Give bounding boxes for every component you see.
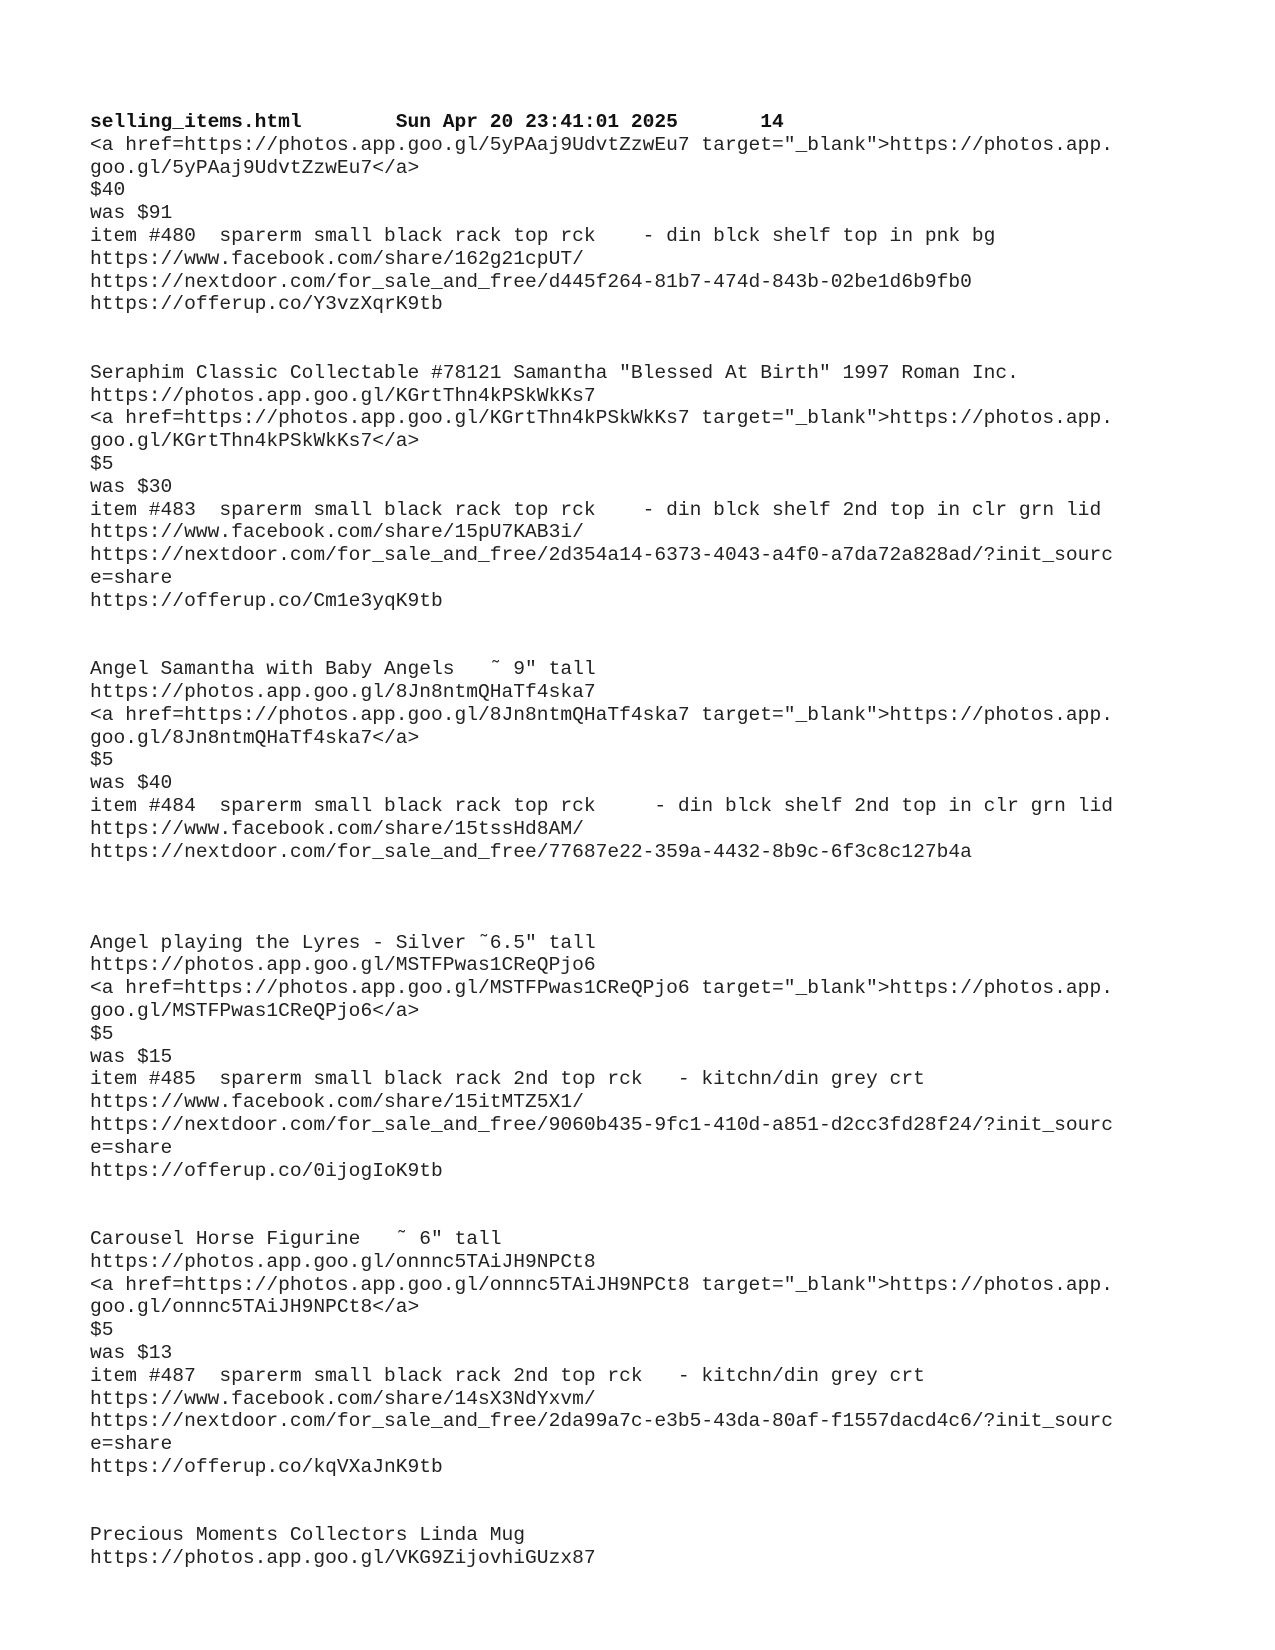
text-line [90, 1479, 1210, 1502]
text-line: goo.gl/onnnc5TAiJH9NPCt8</a> [90, 1296, 420, 1319]
text-line: was $40 [90, 772, 173, 795]
document-body [90, 134, 1210, 1570]
text-line: https://photos.app.goo.gl/MSTFPwas1CReQPjo6 [90, 954, 596, 977]
text-line: <a href=https://photos.app.goo.gl/5yPAaj9UdvtZzwEu7 target="_blank">https://photos.app. [90, 133, 1113, 156]
text-line [90, 886, 1210, 909]
text-line: goo.gl/8Jn8ntmQHaTf4ska7</a> [90, 726, 420, 749]
text-line [90, 316, 1210, 339]
text-line: https://nextdoor.com/for_sale_and_free/9060b435-9fc1-410d-a851-d2cc3fd28f24/?init_sourc [90, 1114, 1113, 1137]
text-line: item #484 sparerm small black rack top rck - din blck shelf 2nd top in clr grn lid [90, 794, 1113, 817]
page-header [90, 111, 1210, 134]
header-page-number: 14 [760, 111, 784, 133]
text-line: Precious Moments Collectors Linda Mug [90, 1524, 526, 1547]
text-line: Angel Samantha with Baby Angels ˜ 9" tall [90, 658, 596, 681]
text-line: goo.gl/5yPAaj9UdvtZzwEu7</a> [90, 156, 420, 179]
text-line: <a href=https://photos.app.goo.gl/8Jn8ntmQHaTf4ska7 target="_blank">https://photos.app. [90, 703, 1113, 726]
text-line: https://www.facebook.com/share/14sX3NdYxvm/ [90, 1387, 596, 1410]
text-line: e=share [90, 566, 173, 589]
text-line [90, 909, 1210, 932]
text-line: Angel playing the Lyres - Silver ˜6.5" tall [90, 931, 596, 954]
text-line: Seraphim Classic Collectable #78121 Samantha "Blessed At Birth" 1997 Roman Inc. [90, 361, 1019, 384]
text-line: <a href=https://photos.app.goo.gl/MSTFPwas1CReQPjo6 target="_blank">https://photos.app. [90, 977, 1113, 1000]
text-line [90, 635, 1210, 658]
text-line: https://www.facebook.com/share/162g21cpUT/ [90, 247, 584, 270]
text-line: item #480 sparerm small black rack top rck - din blck shelf top in pnk bg [90, 224, 996, 247]
text-line: https://photos.app.goo.gl/VKG9ZijovhiGUzx87 [90, 1547, 596, 1570]
text-line: https://offerup.co/0ijogIoK9tb [90, 1159, 443, 1182]
header-filename: selling_items.html [90, 111, 302, 133]
text-line: $5 [90, 1319, 114, 1342]
text-line [90, 863, 1210, 886]
text-line: https://photos.app.goo.gl/KGrtThn4kPSkWkKs7 [90, 384, 596, 407]
text-line [90, 339, 1210, 362]
document-page [90, 111, 1210, 1570]
text-line: e=share [90, 1136, 173, 1159]
text-line: <a href=https://photos.app.goo.gl/onnnc5TAiJH9NPCt8 target="_blank">https://photos.app. [90, 1273, 1113, 1296]
text-line [90, 1502, 1210, 1525]
text-line: e=share [90, 1433, 173, 1456]
header-date: Sun Apr 20 23:41:01 2025 [395, 111, 678, 133]
text-line: was $13 [90, 1342, 173, 1365]
text-line [90, 613, 1210, 636]
text-line: goo.gl/KGrtThn4kPSkWkKs7</a> [90, 430, 420, 453]
text-line: https://www.facebook.com/share/15tssHd8AM/ [90, 817, 584, 840]
text-line: https://nextdoor.com/for_sale_and_free/77687e22-359a-4432-8b9c-6f3c8c127b4a [90, 840, 972, 863]
text-line: https://offerup.co/kqVXaJnK9tb [90, 1456, 443, 1479]
text-line: https://photos.app.goo.gl/8Jn8ntmQHaTf4ska7 [90, 680, 596, 703]
text-line: was $91 [90, 202, 173, 225]
text-line: $40 [90, 179, 126, 202]
text-line [90, 1182, 1210, 1205]
text-line: $5 [90, 452, 114, 475]
text-line: https://www.facebook.com/share/15itMTZ5X1/ [90, 1091, 584, 1114]
text-line: https://nextdoor.com/for_sale_and_free/2da99a7c-e3b5-43da-80af-f1557dacd4c6/?init_sourc [90, 1410, 1113, 1433]
text-line: $5 [90, 749, 114, 772]
text-line: <a href=https://photos.app.goo.gl/KGrtThn4kPSkWkKs7 target="_blank">https://photos.app. [90, 407, 1113, 430]
text-line: $5 [90, 1022, 114, 1045]
text-line: https://nextdoor.com/for_sale_and_free/d445f264-81b7-474d-843b-02be1d6b9fb0 [90, 270, 972, 293]
text-line: item #485 sparerm small black rack 2nd top rck - kitchn/din grey crt [90, 1068, 925, 1091]
text-line: item #487 sparerm small black rack 2nd top rck - kitchn/din grey crt [90, 1364, 925, 1387]
text-line: https://offerup.co/Cm1e3yqK9tb [90, 589, 443, 612]
text-line: item #483 sparerm small black rack top rck - din blck shelf 2nd top in clr grn lid [90, 498, 1102, 521]
text-line: https://www.facebook.com/share/15pU7KAB3i/ [90, 521, 584, 544]
text-line: https://photos.app.goo.gl/onnnc5TAiJH9NPCt8 [90, 1250, 596, 1273]
text-line: was $30 [90, 475, 173, 498]
text-line [90, 1205, 1210, 1228]
text-line: https://nextdoor.com/for_sale_and_free/2d354a14-6373-4043-a4f0-a7da72a828ad/?init_sourc [90, 544, 1113, 567]
text-line: https://offerup.co/Y3vzXqrK9tb [90, 293, 443, 316]
text-line: Carousel Horse Figurine ˜ 6" tall [90, 1228, 502, 1251]
text-line: goo.gl/MSTFPwas1CReQPjo6</a> [90, 1000, 420, 1023]
text-line: was $15 [90, 1045, 173, 1068]
